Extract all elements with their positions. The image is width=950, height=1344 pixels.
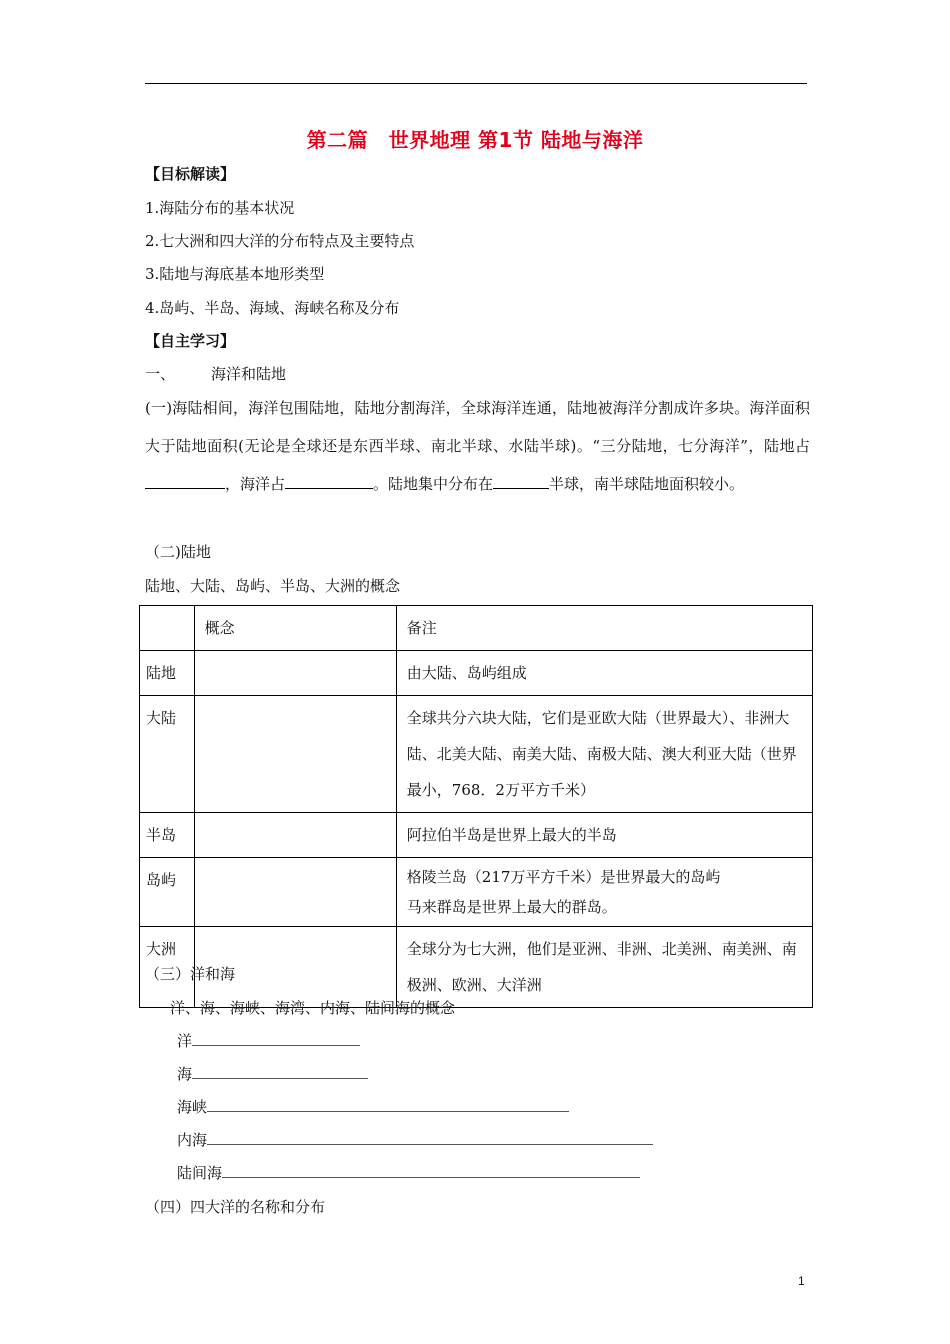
table-concept[interactable] [194,651,396,696]
goal-item: 2.七大洲和四大洋的分布特点及主要特点 [145,232,415,250]
fill-in-line[interactable] [192,1033,360,1046]
fill-in-line[interactable] [207,1132,653,1145]
table-row [140,858,813,927]
table-row [140,813,813,858]
table-term: 半岛 [140,813,195,858]
sub4-title: （四）四大洋的名称和分布 [145,1198,326,1216]
sub1-text-b: ，海洋占 [225,475,286,493]
term-label: 陆间海 [177,1164,223,1182]
term-label: 海 [177,1065,193,1083]
table-term: 陆地 [140,651,195,696]
section1-number: 一、 [145,365,176,383]
table-term: 大洲 [140,927,195,1008]
fill-in-line[interactable] [192,1066,368,1079]
table-row [140,927,813,1008]
table-row [140,651,813,696]
sub1-text-d: 半球，南半球陆地面积较小。 [549,475,745,493]
table-note: 全球共分六块大陆，它们是亚欧大陆（世界最大）、非洲大陆、北美大陆、南美大陆、南极大陆、澳大利亚大陆（世界最小，768．2万平方千米） [396,696,812,813]
self-study-heading: 【自主学习】 [145,332,236,350]
page-number: 1 [798,1274,805,1288]
table-note: 由大陆、岛屿组成 [396,651,812,696]
term-intercontinental-sea [177,1162,640,1183]
blank-land-ratio[interactable] [145,474,225,489]
sub2-title: （二)陆地 [145,543,211,561]
blank-hemisphere[interactable] [493,474,549,489]
sub1-text-a: (一)海陆相间，海洋包围陆地，陆地分割海洋，全球海洋连通，陆地被海洋分割成许多块。海洋面积大于陆地面积(无论是全球还是东西半球、南北半球、水陆半球)。“三分陆地，七分海洋”，陆地占 [145,399,810,455]
term-inland-sea [177,1129,653,1150]
term-label: 内海 [177,1131,208,1149]
goals-heading: 【目标解读】 [145,165,236,183]
term-ocean [177,1030,360,1051]
sub3-caption: 洋、海、海峡、海湾、内海、陆间海的概念 [170,999,456,1017]
term-strait [177,1096,569,1117]
fill-in-line[interactable] [222,1165,640,1178]
section1-title: 海洋和陆地 [211,365,287,383]
concepts-table [139,605,813,1008]
goal-item: 3.陆地与海底基本地形类型 [145,265,325,283]
goal-item: 4.岛屿、半岛、海域、海峡名称及分布 [145,299,400,317]
blank-ocean-ratio[interactable] [285,474,373,489]
fill-in-line[interactable] [207,1099,569,1112]
table-row [140,696,813,813]
term-label: 洋 [177,1032,193,1050]
sub1-text-c: 。陆地集中分布在 [373,475,494,493]
table-header-cell: 备注 [396,606,812,651]
table-header-row [140,606,813,651]
sub1-paragraph [145,389,810,503]
table-concept[interactable] [194,858,396,927]
table-header-cell [140,606,195,651]
table-concept[interactable] [194,696,396,813]
goal-item: 1.海陆分布的基本状况 [145,199,295,217]
table-term: 大陆 [140,696,195,813]
header-rule [145,83,807,84]
table-note-cell [396,858,812,927]
table-note: 马来群岛是世界上最大的群岛。 [406,898,617,916]
sub2-caption: 陆地、大陆、岛屿、半岛、大洲的概念 [145,577,401,595]
table-note: 格陵兰岛（217万平方千米）是世界最大的岛屿 [406,868,721,886]
term-label: 海峡 [177,1098,208,1116]
table-concept[interactable] [194,813,396,858]
table-term: 岛屿 [140,858,195,927]
page-title: 第二篇 世界地理 第1节 陆地与海洋 [306,128,644,152]
table-note: 阿拉伯半岛是世界上最大的半岛 [396,813,812,858]
term-sea [177,1063,368,1084]
sub3-title: （三）洋和海 [145,965,236,983]
table-note: 全球分为七大洲，他们是亚洲、非洲、北美洲、南美洲、南极洲、欧洲、大洋洲 [396,927,812,1008]
table-header-cell: 概念 [194,606,396,651]
